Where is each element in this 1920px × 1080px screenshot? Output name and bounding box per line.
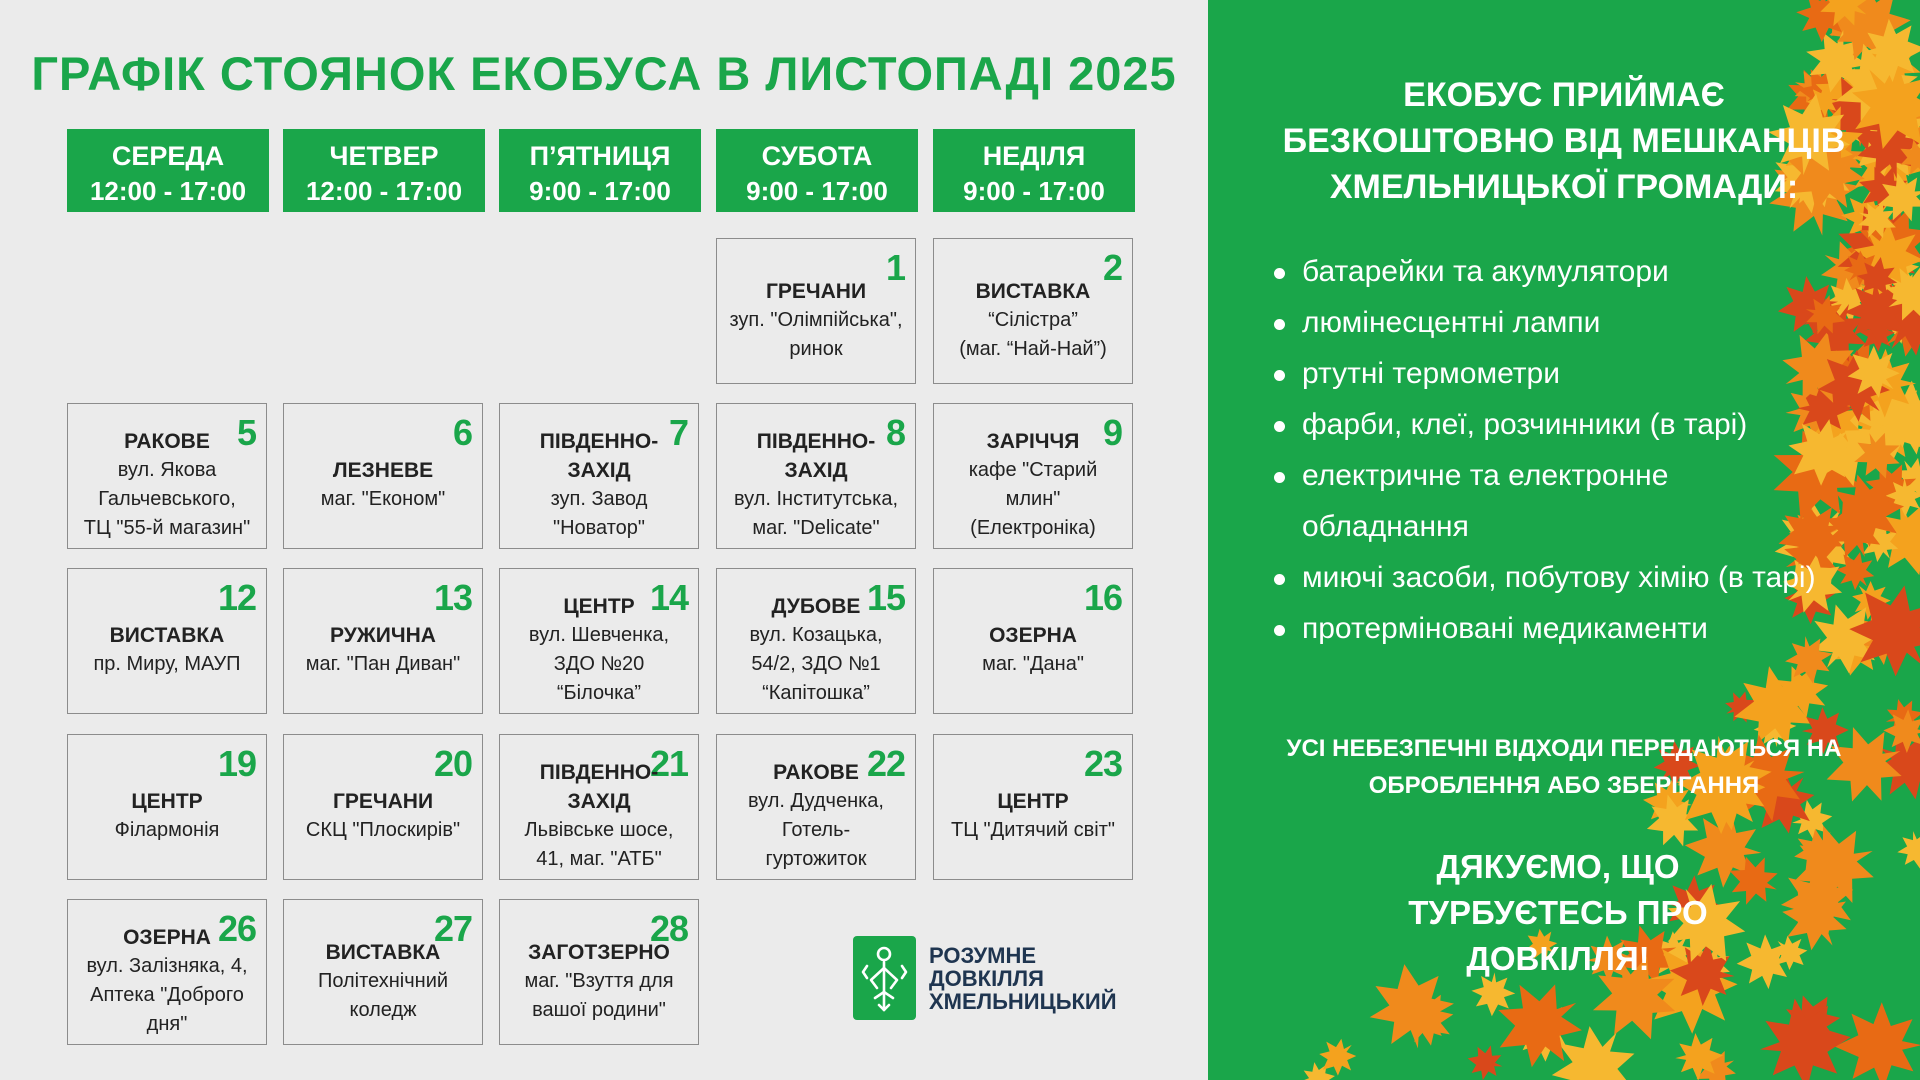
recycle-person-icon	[853, 936, 916, 1020]
calendar-cell	[67, 734, 267, 880]
stop-address: Гальчевського,	[98, 488, 236, 510]
weekday-name: П’ЯТНИЦЯ	[529, 141, 671, 171]
accepted-item: ртутні термометри	[1270, 348, 1816, 399]
stop-address: ТЦ "Дитячий світ"	[950, 819, 1116, 841]
district-name: ГРЕЧАНИ	[765, 280, 867, 303]
calendar-cell	[933, 403, 1133, 549]
stop-address: зуп. "Олімпійська",	[729, 309, 903, 331]
stop-address: 41, маг. "АТБ"	[536, 848, 662, 870]
accepted-items-list	[1270, 246, 1816, 654]
district-name: РАКОВЕ	[124, 430, 210, 453]
page-title: ГРАФІК СТОЯНОК ЕКОБУСА В ЛИСТОПАДІ 2025	[31, 47, 1177, 100]
calendar-cell	[716, 734, 916, 880]
stop-info	[70, 923, 264, 1039]
stop-address: вул. Якова	[117, 459, 217, 481]
stop-address: маг. "Delicate"	[752, 517, 880, 539]
district-name: ЗАРІЧЧЯ	[986, 430, 1080, 453]
district-name: ЛЕЗНЕВЕ	[332, 459, 434, 482]
note-line: ОБРОБЛЕННЯ АБО ЗБЕРІГАННЯ	[1368, 772, 1760, 799]
logo-line: ХМЕЛЬНИЦЬКИЙ	[929, 989, 1117, 1014]
stop-info	[936, 277, 1130, 364]
accepted-items-heading	[1208, 72, 1920, 210]
district-name: ЗАГОТЗЕРНО	[528, 941, 670, 964]
day-number: 21	[649, 743, 688, 784]
heading-line: ХМЕЛЬНИЦЬКОЇ ГРОМАДИ:	[1329, 168, 1799, 206]
stop-info	[70, 787, 264, 845]
stop-address: дня"	[146, 1013, 188, 1035]
thanks-line: ДОВКІЛЛЯ!	[1466, 940, 1650, 977]
weekday-name: СУБОТА	[761, 141, 873, 171]
stop-address: вашої родини"	[532, 999, 666, 1021]
stop-info	[286, 787, 480, 845]
thanks-message	[1358, 844, 1758, 982]
stop-info	[719, 277, 913, 364]
info-panel	[1208, 0, 1920, 1080]
stop-info	[286, 938, 480, 1025]
calendar-cell	[283, 734, 483, 880]
stop-address: вул. Інститутська,	[733, 488, 899, 510]
accepted-item: миючі засоби, побутову хімію (в тарі)	[1270, 552, 1816, 603]
calendar-cell	[716, 403, 916, 549]
stop-info	[70, 621, 264, 679]
day-number: 27	[433, 908, 472, 949]
stop-address: Аптека "Доброго	[90, 984, 244, 1006]
accepted-item: фарби, клеї, розчинники (в тарі)	[1270, 399, 1816, 450]
weekday-name: НЕДІЛЯ	[982, 141, 1086, 171]
weekday-hours: 12:00 - 17:00	[89, 176, 247, 206]
stop-info	[502, 938, 696, 1025]
calendar-cell	[283, 568, 483, 714]
day-number: 12	[217, 577, 256, 618]
stop-info	[936, 427, 1130, 543]
stop-info	[502, 427, 696, 543]
day-number: 9	[1102, 412, 1122, 453]
stop-address: Політехнічний	[317, 970, 449, 992]
district-name: ЦЕНТР	[997, 790, 1069, 813]
weekday-header	[283, 129, 485, 212]
calendar-cell	[716, 238, 916, 384]
district-name: ЦЕНТР	[131, 790, 203, 813]
day-number: 13	[433, 577, 472, 618]
district-name: ВИСТАВКА	[109, 624, 225, 647]
thanks-line: ТУРБУЄТЕСЬ ПРО	[1408, 894, 1708, 931]
leaf-icon	[1464, 1041, 1507, 1080]
calendar-cell	[499, 899, 699, 1045]
accepted-item: електричне та електронне обладнання	[1270, 450, 1722, 552]
calendar-cell	[499, 734, 699, 880]
day-number: 7	[668, 412, 688, 453]
calendar-cell	[283, 403, 483, 549]
weekday-header	[499, 129, 701, 212]
weekday-header	[933, 129, 1135, 212]
stop-info	[936, 787, 1130, 845]
heading-line: ЕКОБУС ПРИЙМАЄ	[1403, 76, 1725, 114]
day-number: 5	[236, 412, 256, 453]
disposal-note	[1208, 730, 1920, 804]
weekday-name: ЧЕТВЕР	[329, 141, 439, 171]
stop-info	[719, 758, 913, 874]
weekday-hours: 12:00 - 17:00	[305, 176, 463, 206]
district-name: РУЖИЧНА	[330, 624, 436, 647]
stop-address: пр. Миру, МАУП	[93, 653, 241, 675]
stop-info	[936, 621, 1130, 679]
stop-address: маг. "Економ"	[320, 488, 446, 510]
calendar-cell	[67, 899, 267, 1045]
stop-address: коледж	[349, 999, 417, 1021]
calendar-cell	[933, 734, 1133, 880]
district-name: ВИСТАВКА	[975, 280, 1091, 303]
weekday-header	[716, 129, 918, 212]
weekday-header	[67, 129, 269, 212]
weekday-name: СЕРЕДА	[111, 141, 225, 171]
day-number: 22	[866, 743, 905, 784]
district-name: ОЗЕРНА	[989, 624, 1077, 647]
stop-address: зуп. Завод	[550, 488, 648, 510]
leaf-icon	[1834, 1002, 1920, 1080]
stop-info	[502, 592, 696, 708]
stop-info	[286, 621, 480, 679]
stop-address: Львівське шосе,	[524, 819, 674, 841]
stop-info	[286, 456, 480, 514]
stop-address: 54/2, ЗДО №1	[751, 653, 881, 675]
calendar-cell	[499, 568, 699, 714]
district-name: ГРЕЧАНИ	[332, 790, 434, 813]
day-number: 20	[433, 743, 472, 784]
weekday-hours: 9:00 - 17:00	[746, 176, 888, 206]
calendar-cell	[67, 403, 267, 549]
stop-address: “Сілістра”	[988, 309, 1078, 331]
heading-line: БЕЗКОШТОВНО ВІД МЕШКАНЦІВ	[1282, 122, 1846, 160]
district-name: ДУБОВЕ	[771, 595, 861, 618]
day-number: 14	[649, 577, 688, 618]
leaf-icon	[1894, 827, 1920, 873]
calendar-cell	[283, 899, 483, 1045]
district-name: ВИСТАВКА	[325, 941, 441, 964]
stop-address: "Новатор"	[552, 517, 646, 539]
thanks-line: ДЯКУЄМО, ЩО	[1436, 848, 1680, 885]
day-number: 6	[452, 412, 472, 453]
calendar-cell	[716, 568, 916, 714]
logo-line: ДОВКІЛЛЯ	[929, 966, 1044, 991]
stop-info	[719, 592, 913, 708]
accepted-item: батарейки та акумулятори	[1270, 246, 1816, 297]
stop-address: гуртожиток	[765, 848, 867, 870]
district-name: РАКОВЕ	[773, 761, 859, 784]
day-number: 1	[885, 247, 905, 288]
district-name: ПІВДЕННО- ЗАХІД	[539, 761, 659, 813]
stop-address: вул. Дудченка,	[748, 790, 884, 812]
stop-address: Готель-	[781, 819, 851, 841]
stop-address: ринок	[789, 338, 843, 360]
stop-address: вул. Залізняка, 4,	[86, 955, 248, 977]
district-name: ОЗЕРНА	[123, 926, 211, 949]
stop-address: вул. Козацька,	[749, 624, 883, 646]
stop-address: СКЦ "Плоскирів"	[305, 819, 461, 841]
calendar-cell	[933, 568, 1133, 714]
day-number: 15	[866, 577, 905, 618]
logo-line: РОЗУМНЕ	[929, 943, 1037, 968]
stop-address: маг. "Пан Диван"	[305, 653, 461, 675]
district-name: ЦЕНТР	[563, 595, 635, 618]
stop-address: кафе "Старий	[968, 459, 1098, 481]
calendar-cell	[499, 403, 699, 549]
note-line: УСІ НЕБЕЗПЕЧНІ ВІДХОДИ ПЕРЕДАЮТЬСЯ НА	[1286, 735, 1842, 762]
accepted-item: люмінесцентні лампи	[1270, 297, 1816, 348]
calendar-cell	[67, 568, 267, 714]
stop-address: (маг. “Най-Най”)	[959, 338, 1107, 360]
district-name: ПІВДЕННО- ЗАХІД	[756, 430, 876, 482]
stop-address: “Білочка”	[556, 682, 642, 704]
stop-address: маг. "Дана"	[982, 653, 1084, 675]
stop-address: ЗДО №20	[553, 653, 645, 675]
day-number: 28	[649, 908, 688, 949]
calendar-cell	[933, 238, 1133, 384]
weekday-hours: 9:00 - 17:00	[529, 176, 671, 206]
stop-address: млин"	[1005, 488, 1061, 510]
stop-address: ТЦ "55-й магазин"	[83, 517, 251, 539]
weekday-hours: 9:00 - 17:00	[963, 176, 1105, 206]
stop-address: Філармонія	[114, 819, 220, 841]
stop-info	[502, 758, 696, 874]
day-number: 26	[217, 908, 256, 949]
stop-address: (Електроніка)	[970, 517, 1096, 539]
day-number: 23	[1083, 743, 1122, 784]
stop-address: маг. "Взуття для	[524, 970, 674, 992]
district-name: ПІВДЕННО- ЗАХІД	[539, 430, 659, 482]
day-number: 16	[1083, 577, 1122, 618]
stop-address: “Капітошка”	[762, 682, 870, 704]
day-number: 2	[1102, 247, 1122, 288]
accepted-item: протерміновані медикаменти	[1270, 603, 1816, 654]
logo-text	[929, 944, 1117, 1013]
day-number: 19	[217, 743, 256, 784]
stop-info	[70, 427, 264, 543]
day-number: 8	[885, 412, 905, 453]
stop-address: вул. Шевченка,	[528, 624, 670, 646]
stop-info	[719, 427, 913, 543]
